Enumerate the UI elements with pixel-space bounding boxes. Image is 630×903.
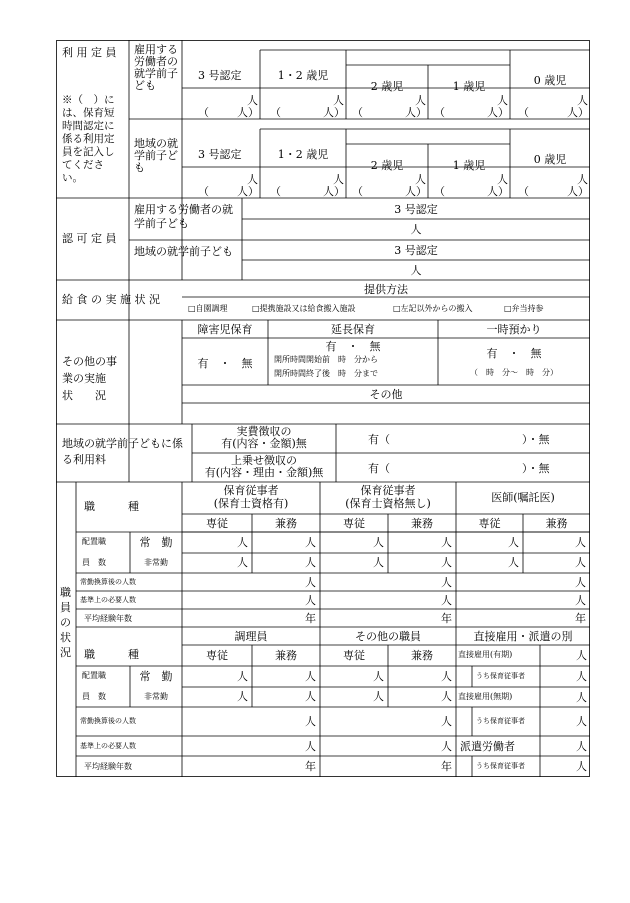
staff-l-part-2: 兼務 xyxy=(411,649,433,662)
fees-surcharge-value[interactable]: 有（ ）・無 xyxy=(368,462,550,475)
staff-l-full-1: 専従 xyxy=(206,649,228,662)
capacity-a-paren-open-4: （ xyxy=(434,106,445,119)
fees-actual-cost-detail: 有(内容・金額)無 xyxy=(221,437,307,450)
capacity-a-paren-4[interactable]: 人） xyxy=(487,106,509,119)
capacity-b-unit-4[interactable]: 人 xyxy=(497,173,508,186)
capacity-a-paren-1[interactable]: 人） xyxy=(237,106,259,119)
staff-employment-type: 直接雇用・派遣の別 xyxy=(473,630,573,643)
emp-dispatched-unit[interactable]: 人 xyxy=(576,740,587,753)
capacity-a-paren-5[interactable]: 人） xyxy=(567,106,589,119)
capacity-b-paren-open-4: （ xyxy=(434,185,445,198)
staff-l-req-unit-1[interactable]: 人 xyxy=(305,740,316,753)
authorized-row-employee: 雇用する労働者の就学前子ども xyxy=(134,203,233,230)
staff-u-fte-unit-1[interactable]: 人 xyxy=(305,576,316,589)
staff-cook: 調理員 xyxy=(234,630,268,643)
staff-u-fulltime: 常 勤 xyxy=(139,536,173,549)
capacity-a-paren-2[interactable]: 人） xyxy=(323,106,345,119)
staff-u-req-unit-1[interactable]: 人 xyxy=(305,594,316,607)
staff-u-full-1: 専従 xyxy=(206,517,228,530)
extended-care-header: 延長保育 xyxy=(331,323,375,336)
emp-dispatched-nursery: うち保育従事者 xyxy=(476,762,525,770)
fees-label: 地域の就学前子どもに係る利用料 xyxy=(62,437,183,466)
staff-u-full-2: 専従 xyxy=(343,517,365,530)
extended-care-after[interactable]: 開所時間終了後 時 分まで xyxy=(274,369,378,378)
capacity-a-age1: 1 歳児 xyxy=(452,80,486,93)
capacity-a-unit-5[interactable]: 人 xyxy=(577,94,588,107)
staff-job-type-upper: 職 種 xyxy=(84,500,139,513)
staff-l-assigned-2: 員 数 xyxy=(82,692,106,701)
staff-l-ft-unit-2[interactable]: 人 xyxy=(305,670,316,683)
staff-u-pt-unit-2[interactable]: 人 xyxy=(305,556,316,569)
staff-u-full-3: 専従 xyxy=(478,517,501,530)
staff-nursery-qualified: 保育従事者 xyxy=(223,484,279,497)
disabled-care-header: 障害児保育 xyxy=(197,323,253,336)
staff-u-assigned-2: 員 数 xyxy=(82,558,106,567)
staff-doctor: 医師(嘱託医) xyxy=(491,491,555,504)
capacity-b-paren-1[interactable]: 人） xyxy=(237,185,259,198)
staff-l-ft-unit-3[interactable]: 人 xyxy=(373,670,384,683)
staff-u-fte: 常勤換算後の人数 xyxy=(80,578,136,586)
staff-label: 職員の状況 xyxy=(60,586,71,659)
staff-l-parttime: 非常勤 xyxy=(144,692,168,701)
staff-u-exp-unit-1[interactable]: 年 xyxy=(305,612,316,625)
capacity-b-paren-3[interactable]: 人） xyxy=(405,185,427,198)
staff-l-exp-unit-2[interactable]: 年 xyxy=(441,760,452,773)
meal-option-own-kitchen[interactable]: □自園調理 xyxy=(188,304,228,313)
emp-direct-permanent: 直接雇用(無期) xyxy=(458,692,513,701)
staff-u-pt-unit-4[interactable]: 人 xyxy=(441,556,452,569)
staff-l-assigned-1: 配置職 xyxy=(82,671,106,680)
staff-nursery-unqualified: 保育従事者 xyxy=(360,484,416,497)
capacity-label: 利 用 定 員 xyxy=(62,46,117,59)
emp-direct-permanent-nursery-unit[interactable]: 人 xyxy=(576,715,587,728)
staff-u-part-1: 兼務 xyxy=(275,517,297,530)
emp-direct-fixed: 直接雇用(有期) xyxy=(458,650,513,659)
staff-u-pt-unit-3[interactable]: 人 xyxy=(373,556,384,569)
staff-l-experience: 平均経験年数 xyxy=(84,762,132,771)
capacity-a-unit-1[interactable]: 人 xyxy=(247,94,258,107)
other-header: その他 xyxy=(369,388,403,401)
meal-option-partner[interactable]: □提携施設又は給食搬入施設 xyxy=(252,304,356,313)
capacity-a-paren-open-2: （ xyxy=(270,106,281,119)
fees-actual-cost-value[interactable]: 有（ ）・無 xyxy=(368,433,550,446)
staff-u-req-unit-3[interactable]: 人 xyxy=(575,594,586,607)
meal-method-header: 提供方法 xyxy=(364,283,408,296)
emp-direct-fixed-nursery: うち保育従事者 xyxy=(476,672,525,680)
staff-u-parttime: 非常勤 xyxy=(144,558,168,567)
staff-u-part-3: 兼務 xyxy=(545,517,568,530)
emp-dispatched: 派遣労働者 xyxy=(460,740,515,753)
staff-l-pt-unit-2[interactable]: 人 xyxy=(305,690,316,703)
capacity-b-group3: 3 号認定 xyxy=(198,148,242,161)
emp-direct-permanent-nursery: うち保育従事者 xyxy=(476,717,525,725)
capacity-b-paren-open-5: （ xyxy=(518,185,529,198)
staff-l-ft-unit-1[interactable]: 人 xyxy=(237,670,248,683)
meal-option-lunchbox[interactable]: □弁当持参 xyxy=(504,304,544,313)
staff-u-required: 基準上の必要人数 xyxy=(80,596,136,604)
capacity-a-paren-open-3: （ xyxy=(352,106,363,119)
capacity-b-unit-1[interactable]: 人 xyxy=(247,173,258,186)
capacity-b-paren-2[interactable]: 人） xyxy=(323,185,345,198)
meal-label: 給 食 の 実 施 状 況 xyxy=(62,293,160,306)
authorized-b-group3: 3 号認定 xyxy=(394,244,438,257)
staff-u-experience: 平均経験年数 xyxy=(84,614,132,623)
capacity-b-paren-open-1: （ xyxy=(198,185,209,198)
staff-u-ft-unit-5[interactable]: 人 xyxy=(508,536,519,549)
staff-u-fte-unit-2[interactable]: 人 xyxy=(441,576,452,589)
capacity-a-unit-2[interactable]: 人 xyxy=(333,94,344,107)
capacity-b-age2: 2 歳児 xyxy=(370,159,404,172)
emp-direct-permanent-unit[interactable]: 人 xyxy=(576,691,587,704)
staff-l-part-1: 兼務 xyxy=(275,649,297,662)
staff-nursery-unqualified-note: (保育士資格無し) xyxy=(345,497,431,510)
staff-u-pt-unit-6[interactable]: 人 xyxy=(575,556,586,569)
staff-u-ft-unit-1[interactable]: 人 xyxy=(237,536,248,549)
staff-u-exp-unit-3[interactable]: 年 xyxy=(575,612,586,625)
temporary-care-header: 一時預かり xyxy=(486,323,542,336)
capacity-a-age2: 2 歳児 xyxy=(370,80,404,93)
capacity-row-employee: 雇用する労働者の就学前子ども xyxy=(134,43,178,92)
authorized-capacity-label: 認 可 定 員 xyxy=(62,232,117,245)
capacity-b-paren-4[interactable]: 人） xyxy=(487,185,509,198)
capacity-b-age12: 1・2 歳児 xyxy=(277,148,329,161)
capacity-a-unit-3[interactable]: 人 xyxy=(415,94,426,107)
authorized-a-unit[interactable]: 人 xyxy=(410,223,422,236)
staff-u-ft-unit-2[interactable]: 人 xyxy=(305,536,316,549)
staff-u-pt-unit-5[interactable]: 人 xyxy=(508,556,519,569)
staff-l-ft-unit-4[interactable]: 人 xyxy=(441,670,452,683)
capacity-b-paren-5[interactable]: 人） xyxy=(567,185,589,198)
staff-l-pt-unit-1[interactable]: 人 xyxy=(237,690,248,703)
fees-actual-cost-title: 実費徴収の xyxy=(236,425,292,438)
staff-l-req-unit-2[interactable]: 人 xyxy=(441,740,452,753)
staff-l-required: 基準上の必要人数 xyxy=(80,742,136,750)
staff-u-ft-unit-3[interactable]: 人 xyxy=(373,536,384,549)
temporary-care-yes-no[interactable]: 有 ・ 無 xyxy=(486,347,542,360)
extended-care-yes-no[interactable]: 有 ・ 無 xyxy=(325,340,381,353)
staff-l-pt-unit-4[interactable]: 人 xyxy=(441,690,452,703)
staff-l-fte-unit-2[interactable]: 人 xyxy=(441,715,452,728)
staff-l-fulltime: 常 勤 xyxy=(139,670,173,683)
staff-l-exp-unit-1[interactable]: 年 xyxy=(305,760,316,773)
emp-direct-fixed-unit[interactable]: 人 xyxy=(576,649,587,662)
staff-u-ft-unit-6[interactable]: 人 xyxy=(575,536,586,549)
temporary-care-time[interactable]: （ 時 分〜 時 分） xyxy=(470,368,558,377)
capacity-row-local: 地域の就学前子ども xyxy=(134,137,178,174)
authorized-a-group3: 3 号認定 xyxy=(394,203,438,216)
capacity-b-unit-2[interactable]: 人 xyxy=(333,173,344,186)
emp-direct-fixed-nursery-unit[interactable]: 人 xyxy=(576,670,587,683)
capacity-b-age1: 1 歳児 xyxy=(452,159,486,172)
capacity-b-age0: 0 歳児 xyxy=(533,153,567,166)
emp-dispatched-nursery-unit[interactable]: 人 xyxy=(576,760,587,773)
staff-u-req-unit-2[interactable]: 人 xyxy=(441,594,452,607)
authorized-b-unit[interactable]: 人 xyxy=(410,264,422,277)
capacity-a-group3: 3 号認定 xyxy=(198,69,242,82)
meal-option-other-delivery[interactable]: □左記以外からの搬入 xyxy=(393,304,473,313)
staff-u-exp-unit-2[interactable]: 年 xyxy=(441,612,452,625)
authorized-row-local: 地域の就学前子ども xyxy=(134,245,233,258)
capacity-b-unit-5[interactable]: 人 xyxy=(577,173,588,186)
staff-nursery-qualified-note: (保育士資格有) xyxy=(213,497,289,510)
staff-u-fte-unit-3[interactable]: 人 xyxy=(575,576,586,589)
capacity-a-unit-4[interactable]: 人 xyxy=(497,94,508,107)
capacity-b-unit-3[interactable]: 人 xyxy=(415,173,426,186)
staff-u-assigned-1: 配置職 xyxy=(82,537,106,546)
extended-care-before[interactable]: 開所時間開始前 時 分から xyxy=(274,355,378,364)
disabled-care-yes-no[interactable]: 有 ・ 無 xyxy=(197,357,253,370)
capacity-note: ※（ ）には、保育短時間認定に係る利用定員を記入してください。 xyxy=(62,94,115,184)
capacity-a-paren-open-5: （ xyxy=(518,106,529,119)
form-table xyxy=(56,40,590,777)
capacity-a-paren-3[interactable]: 人） xyxy=(405,106,427,119)
staff-u-pt-unit-1[interactable]: 人 xyxy=(237,556,248,569)
staff-l-full-2: 専従 xyxy=(343,649,365,662)
other-services-label: その他の事業の実施 状 況 xyxy=(62,355,128,402)
staff-l-fte: 常勤換算後の人数 xyxy=(80,717,136,725)
staff-job-type-lower: 職 種 xyxy=(84,648,139,661)
staff-l-pt-unit-3[interactable]: 人 xyxy=(373,690,384,703)
staff-u-ft-unit-4[interactable]: 人 xyxy=(441,536,452,549)
staff-other: その他の職員 xyxy=(355,630,421,643)
capacity-b-paren-open-3: （ xyxy=(352,185,363,198)
capacity-b-paren-open-2: （ xyxy=(270,185,281,198)
staff-l-fte-unit-1[interactable]: 人 xyxy=(305,715,316,728)
capacity-a-age12: 1・2 歳児 xyxy=(277,69,329,82)
capacity-a-age0: 0 歳児 xyxy=(533,74,567,87)
staff-u-part-2: 兼務 xyxy=(411,517,433,530)
capacity-a-paren-open-1: （ xyxy=(198,106,209,119)
fees-surcharge-title: 上乗せ徴収の xyxy=(231,454,297,467)
fees-surcharge-detail: 有(内容・理由・金額)無 xyxy=(204,466,324,479)
